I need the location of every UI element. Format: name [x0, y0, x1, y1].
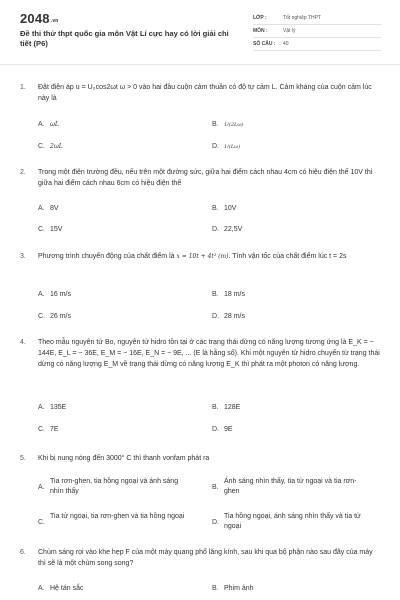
meta-value: Tốt nghiệp THPT — [283, 15, 321, 21]
option-text: 18 m/s — [224, 291, 246, 298]
question-number: 1. — [20, 84, 26, 91]
option-text: 22,5V — [224, 226, 243, 233]
meta-label: LỚP : — [253, 15, 267, 21]
option-text: 8V — [50, 205, 59, 212]
option-d[interactable] — [212, 311, 245, 322]
site-logo[interactable] — [20, 11, 59, 26]
option-letter: B. — [212, 585, 219, 592]
exam-meta — [253, 12, 381, 51]
question-number: 3. — [20, 253, 26, 260]
option-a[interactable] — [38, 402, 66, 413]
option-b[interactable] — [212, 402, 240, 413]
option-d[interactable] — [212, 224, 242, 235]
option-letter: A. — [38, 205, 45, 212]
meta-row-class — [253, 12, 381, 25]
option-text: Ánh sáng nhìn thấy, tia tử ngoại và tia rơn-ghen — [224, 478, 357, 495]
option-letter: B. — [212, 404, 219, 411]
option-a[interactable] — [38, 119, 59, 130]
option-text: 7E — [50, 426, 59, 433]
question-number: 4. — [20, 339, 26, 346]
option-b[interactable] — [212, 119, 243, 131]
option-letter: D. — [212, 426, 219, 433]
question-text-part: . Tính vận tốc của chất điểm lúc t = 2s — [228, 253, 347, 260]
logo-text: 2048 — [20, 11, 50, 26]
option-b[interactable] — [212, 477, 364, 497]
option-letter: C. — [38, 143, 45, 150]
option-text: Phim ảnh — [224, 585, 254, 592]
option-text: 1/(2Lω) — [224, 122, 244, 128]
option-text: 1/(Lω) — [224, 144, 241, 150]
meta-label: SỐ CÂU : — [253, 41, 276, 47]
option-letter: B. — [212, 205, 219, 212]
question-text — [38, 251, 380, 262]
option-letter: A. — [38, 585, 45, 592]
option-letter: D. — [212, 143, 219, 150]
question-number: 2. — [20, 169, 26, 176]
option-letter: C. — [38, 226, 45, 233]
option-a[interactable] — [38, 203, 59, 214]
option-b[interactable] — [212, 289, 245, 300]
option-text: Tia tử ngoại, tia rơn-ghen và tia hồng ngoại — [50, 513, 185, 520]
meta-row-count — [253, 38, 381, 51]
option-d[interactable] — [212, 424, 233, 435]
option-text: Tia hồng ngoại, ánh sáng nhìn thấy và tia tử ngoại — [224, 513, 361, 530]
question-text-part: Phương trình chuyển động của chất điểm là — [38, 253, 177, 260]
document-title: Đề thi thử thpt quốc gia môn Vật Lí cực hay có lời giải chi tiết (P6) — [20, 29, 229, 48]
option-a[interactable] — [38, 477, 190, 497]
option-c[interactable] — [38, 224, 62, 235]
page-header — [0, 0, 400, 64]
option-a[interactable] — [38, 289, 71, 300]
option-letter: C. — [38, 519, 45, 526]
option-c[interactable] — [38, 424, 59, 435]
option-letter: B. — [212, 291, 219, 298]
question-text: Chùm sáng rọi vào khe hẹp F của một máy quang phổ lăng kính, sau khi qua bộ phận nào sau đây của máy thì sẽ là một chùm song song? — [38, 549, 373, 567]
option-letter: D. — [212, 226, 219, 233]
logo-suffix: .vn — [50, 18, 59, 24]
option-letter: B. — [212, 121, 219, 128]
option-letter: C. — [38, 313, 45, 320]
option-a[interactable] — [38, 583, 83, 594]
option-text: 26 m/s — [50, 313, 72, 320]
option-text: Tia rơn-ghen, tia hồng ngoại và ánh sáng nhìn thấy — [50, 478, 179, 495]
option-text: 10V — [224, 205, 237, 212]
question-text: Trong một điện trường đều, nếu trên một đường sức, giữa hai điểm cách nhau 4cm có hiệu điện thế 10V thì giữa hai điểm cách nhau 6cm có hiệu điện thế — [38, 169, 373, 187]
option-letter: A. — [38, 484, 45, 491]
option-text: 9E — [224, 426, 233, 433]
question-text: Khi bị nung nóng đến 3000° C thì thanh vonfam phát ra — [38, 455, 210, 462]
option-b[interactable] — [212, 583, 254, 594]
option-c[interactable] — [38, 512, 190, 528]
question-equation: x = 10t + 4t² (m) — [176, 253, 229, 260]
option-text: Hệ tán sắc — [50, 585, 84, 592]
question-number: 5. — [20, 455, 26, 462]
question-text: Theo mẫu nguyên tử Bo, nguyên tử hidro tồn tại ở các trạng thái dừng có năng lượng tương ứng là E_K = − 144E, E_L = − 36E, E_M = − 16E, E_N = − 9E, ... (E là hằng số). Khi một nguyên tử hidro chuyển từ trạng thái dừng có năng lượng E_M về trạng thái dừng có năng lượng E_K thì phát ra một photon có năng lượng. — [38, 339, 380, 368]
question-number: 6. — [20, 549, 26, 556]
header-divider — [0, 64, 400, 65]
question-text: Đặt điện áp u = U₀cos2ωt ω > 0 vào hai đầu cuộn cảm thuần có độ tự cảm L. Cảm kháng của cuộn cảm lúc này là — [38, 84, 372, 102]
option-text: 128E — [224, 404, 241, 411]
option-letter: D. — [212, 519, 219, 526]
option-letter: C. — [38, 426, 45, 433]
option-c[interactable] — [38, 141, 63, 152]
option-text: 15V — [50, 226, 63, 233]
option-d[interactable] — [212, 512, 364, 532]
option-letter: A. — [38, 291, 45, 298]
meta-value: Vật lý — [283, 28, 296, 34]
option-text: 28 m/s — [224, 313, 246, 320]
meta-row-subject — [253, 25, 381, 38]
option-text: 135E — [50, 404, 67, 411]
option-c[interactable] — [38, 311, 71, 322]
option-text: 16 m/s — [50, 291, 72, 298]
option-text: ωL — [50, 121, 59, 128]
option-d[interactable] — [212, 141, 240, 153]
option-letter: D. — [212, 313, 219, 320]
option-letter: A. — [38, 121, 45, 128]
meta-value: 40 — [283, 41, 289, 47]
option-b[interactable] — [212, 203, 236, 214]
option-letter: A. — [38, 404, 45, 411]
option-letter: B. — [212, 484, 219, 491]
option-text: 2ωL — [50, 143, 63, 150]
meta-label: MÔN : — [253, 28, 268, 34]
